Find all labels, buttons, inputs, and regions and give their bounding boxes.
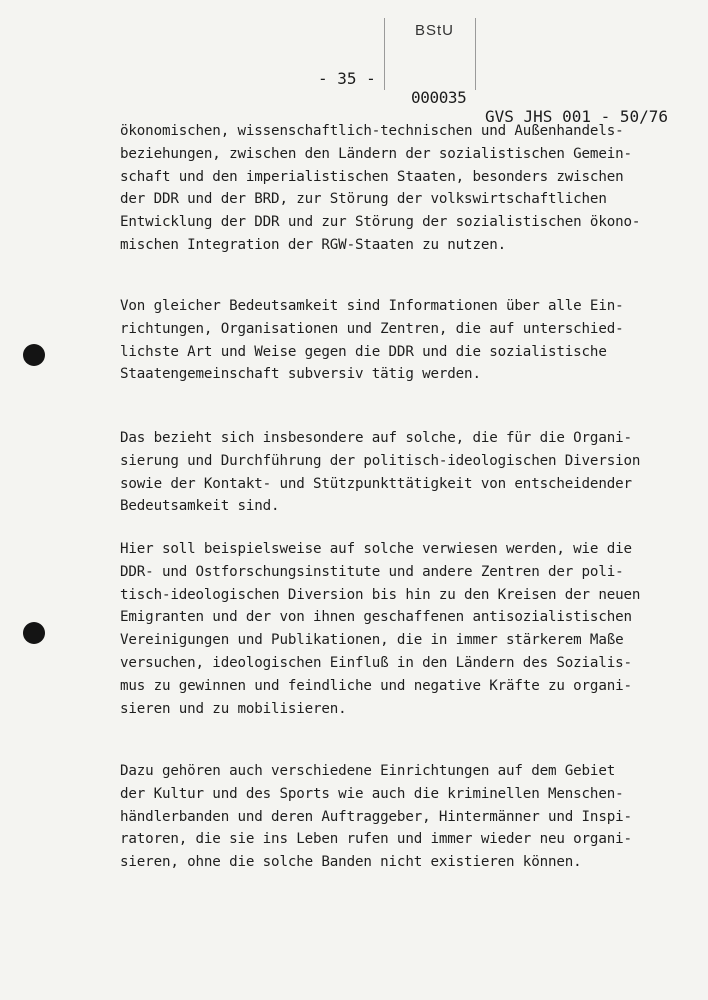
document-number: 000035 (411, 88, 467, 107)
paragraph-1: ökonomischen, wissenschaftlich-technischen und Außenhandels- beziehungen, zwischen den Ländern der sozialistischen Gemein- schaft und den imperialistischen Staaten, besonders zwischen der DDR und der BRD, zur Störung der volkswirtschaftlichen Entwicklung der DDR und zur Störung der sozialistischen ökono- mischen Integration der RGW-Staaten zu nutzen. (120, 123, 641, 253)
punch-hole-bottom (23, 622, 45, 644)
paragraph-5: Dazu gehören auch verschiedene Einrichtungen auf dem Gebiet der Kultur und des Sports wie auch die kriminellen Menschen- händlerbanden und deren Auftraggeber, Hintermänner und Inspi- ratoren, die sie ins Leben rufen und immer wieder neu organi- sieren, ohne die solche Banden nicht existieren können. (120, 763, 632, 871)
paragraph-2: Von gleicher Bedeutsamkeit sind Informationen über alle Ein- richtungen, Organisationen und Zentren, die auf unterschied- lichste Art und Weise gegen die DDR und die sozialistische Staatengemeinschaft subversiv tätig werden. (120, 298, 624, 383)
paragraph-4: Hier soll beispielsweise auf solche verwiesen werden, wie die DDR- und Ostforschungsinstitute und andere Zentren der poli- tisch-ideologischen Diversion bis hin zu den Kreisen der neuen Emigranten und der von ihnen geschaffenen antisozialistischen Vereinigungen und Publikationen, die in immer stärkerem Maße versuchen, ideologischen Einfluß in den Ländern des Sozialis- mus zu gewinnen und feindliche und negative Kräfte zu organi- sieren und zu mobilisieren. (120, 541, 641, 717)
page-number: - 35 - (318, 69, 376, 88)
paragraph-3: Das bezieht sich insbesondere auf solche, die für die Organi- sierung und Durchführung der politisch-ideologischen Diversion sowie der Kontakt- und Stützpunkttätigkeit von entscheidender Bedeutsamkeit sind. (120, 430, 641, 515)
document-reference: GVS JHS 001 - 50/76 (485, 107, 669, 126)
punch-hole-top (23, 344, 45, 366)
archive-stamp: BStU (415, 22, 455, 39)
